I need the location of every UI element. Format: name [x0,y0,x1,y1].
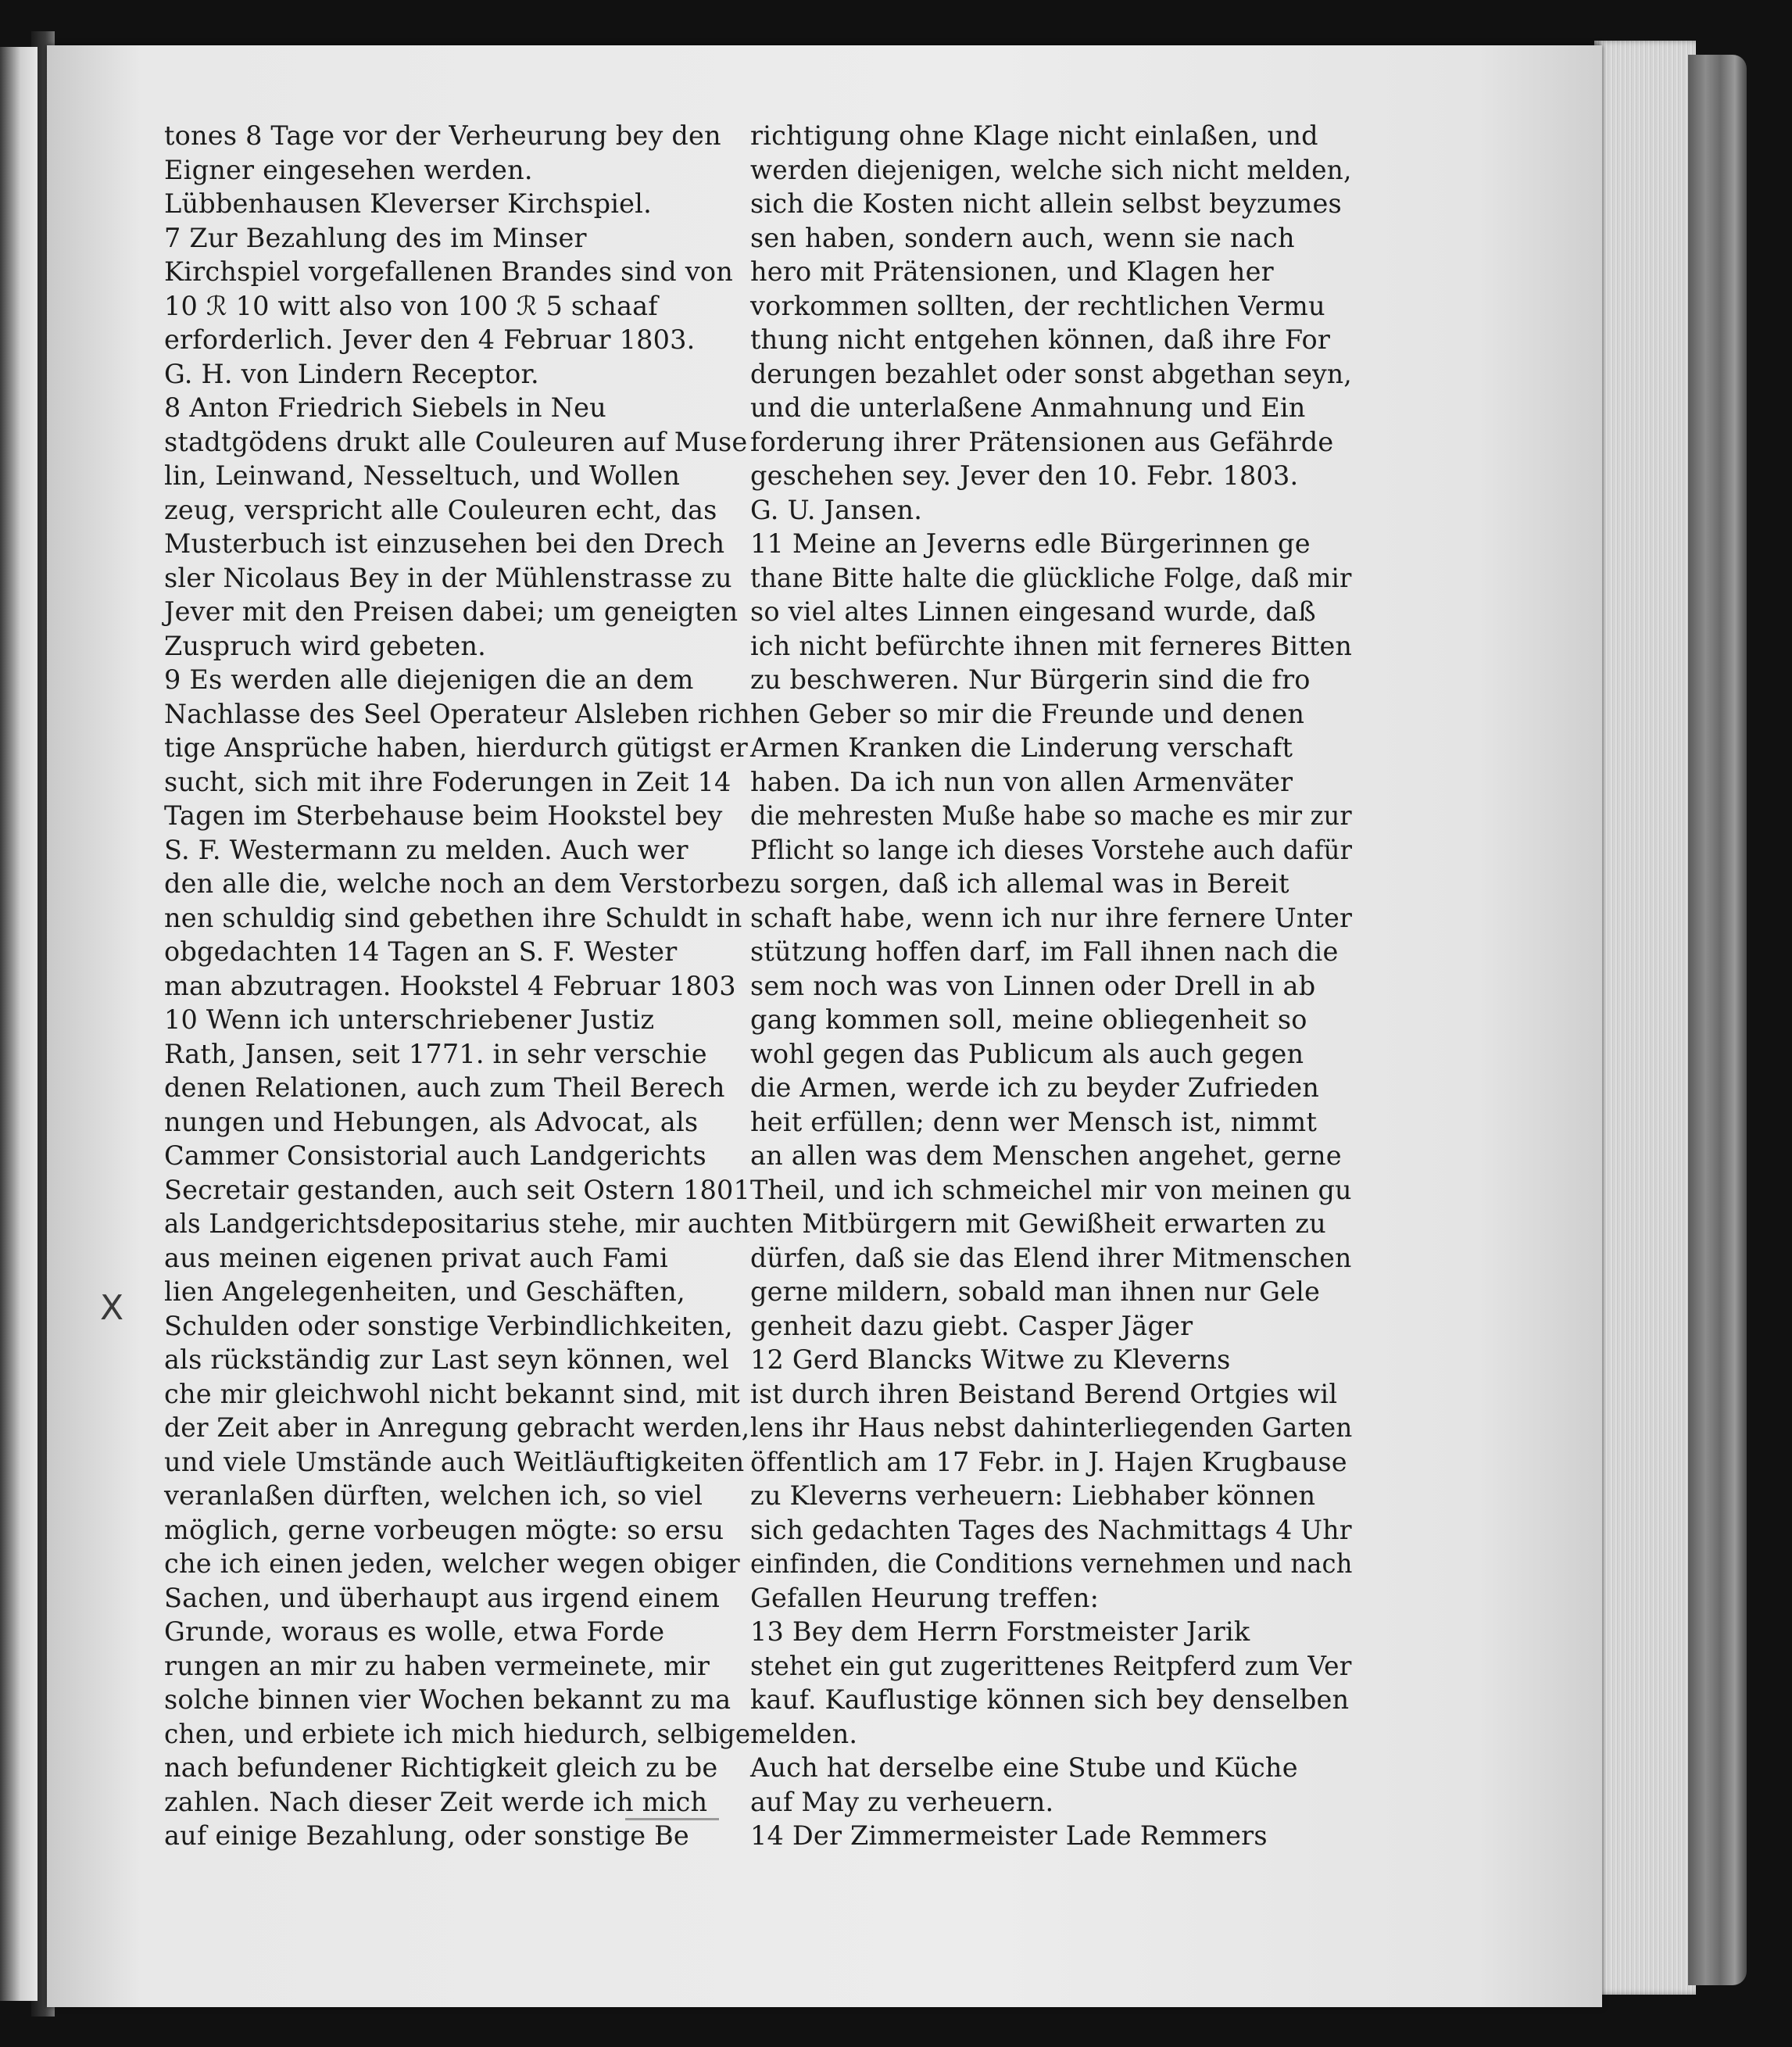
text-line: richtigung ohne Klage nicht einlaßen, und [750,120,1318,151]
text-line: forderung ihrer Prätensionen aus Gefährde [750,426,1334,457]
text-line: ich nicht befürchte ihnen mit ferneres Bitten [750,630,1353,661]
text-line: 10 Wenn ich unterschriebener Justiz [164,1004,655,1035]
text-line: che ich einen jeden, welcher wegen obiger [164,1548,740,1579]
text-line: Zuspruch wird gebeten. [164,630,487,661]
text-line: erforderlich. Jever den 4 Februar 1803. [164,324,696,355]
text-line: 13 Bey dem Herrn Forstmeister Jarik [750,1616,1250,1647]
text-line: hen Geber so mir die Freunde und denen [750,698,1305,729]
text-line: Schulden oder sonstige Verbindlichkeiten, [164,1310,733,1341]
text-line: 7 Zur Bezahlung des im Minser [164,222,587,253]
text-line: Lübbenhausen Kleverser Kirchspiel. [164,188,652,219]
text-line: zeug, verspricht alle Couleuren echt, das [164,494,717,525]
text-line: Tagen im Sterbehause beim Hookstel bey [164,800,723,831]
text-line: Rath, Jansen, seit 1771. in sehr verschie [164,1038,707,1069]
margin-handwritten-mark: X [100,1288,124,1328]
text-line: kauf. Kauflustige können sich bey denselben [750,1684,1350,1715]
text-line: Cammer Consistorial auch Landgerichts [164,1140,706,1171]
text-line: einfinden, die Conditions vernehmen und nach [750,1548,1353,1579]
left-text-column [164,119,750,1853]
text-line: sem noch was von Linnen oder Drell in ab [750,970,1316,1001]
text-line: 10 ℛ 10 witt also von 100 ℛ 5 schaaf [164,290,658,321]
text-line: lin, Leinwand, Nesseltuch, und Wollen [164,460,681,491]
text-line: auf einige Bezahlung, oder sonstige Be [164,1820,689,1851]
text-line: den alle die, welche noch an dem Verstorbe [164,868,750,899]
text-line: gang kommen soll, meine obliegenheit so [750,1004,1307,1035]
text-line: obgedachten 14 Tagen an S. F. Wester [164,936,678,967]
text-line: aus meinen eigenen privat auch Fami [164,1242,668,1273]
text-line: wohl gegen das Publicum als auch gegen [750,1038,1304,1069]
text-line: tones 8 Tage vor der Verheurung bey den [164,120,721,151]
text-line: lien Angelegenheiten, und Geschäften, [164,1276,685,1307]
bottom-rule [625,1818,719,1820]
text-line: che mir gleichwohl nicht bekannt sind, mit [164,1378,740,1409]
text-line: genheit dazu giebt. Casper Jäger [750,1310,1193,1341]
text-line: Auch hat derselbe eine Stube und Küche [750,1752,1298,1783]
page-stack-edges [1594,41,1696,1995]
text-line: Eigner eingesehen werden. [164,154,533,185]
text-line: heit erfüllen; denn wer Mensch ist, nimmt [750,1106,1318,1137]
right-text-column [750,119,1352,1853]
text-line: nach befundener Richtigkeit gleich zu be [164,1752,718,1783]
text-line: Kirchspiel vorgefallenen Brandes sind von [164,256,733,287]
text-line: Jever mit den Preisen dabei; um geneigten [164,596,739,627]
text-line: werden diejenigen, welche sich nicht melden, [750,154,1352,185]
text-line: Musterbuch ist einzusehen bei den Drech [164,528,725,559]
text-line: 8 Anton Friedrich Siebels in Neu [164,392,606,423]
text-line: vorkommen sollten, der rechtlichen Vermu [750,290,1325,321]
text-line: schaft habe, wenn ich nur ihre fernere Unter [750,902,1353,933]
text-line: ten Mitbürgern mit Gewißheit erwarten zu [750,1208,1326,1239]
text-line: thane Bitte halte die glückliche Folge, daß mir [750,562,1352,593]
text-line: sich die Kosten nicht allein selbst beyzumes [750,188,1342,219]
text-line: stützung hoffen darf, im Fall ihnen nach die [750,936,1339,967]
text-line: hero mit Prätensionen, und Klagen her [750,256,1274,287]
text-line: thung nicht entgehen können, daß ihre For [750,324,1331,355]
text-line: chen, und erbiete ich mich hiedurch, selbige [164,1718,751,1749]
text-line: auf May zu verheuern. [750,1786,1054,1817]
text-line: geschehen sey. Jever den 10. Febr. 1803. [750,460,1299,491]
text-line: Sachen, und überhaupt aus irgend einem [164,1582,721,1613]
text-line: Nachlasse des Seel Operateur Alsleben rich [164,698,751,729]
text-line: sich gedachten Tages des Nachmittags 4 Uhr [750,1514,1352,1545]
text-line: lens ihr Haus nebst dahinterliegenden Garten [750,1412,1353,1443]
text-line: Gefallen Heurung treffen: [750,1582,1100,1613]
text-line: 11 Meine an Jeverns edle Bürgerinnen ge [750,528,1311,559]
text-line: Secretair gestanden, auch seit Ostern 1801 [164,1174,751,1205]
text-line: G. U. Jansen. [750,494,923,525]
text-line: gerne mildern, sobald man ihnen nur Gele [750,1276,1321,1307]
text-line: tige Ansprüche haben, hierdurch gütigst er [164,732,748,763]
text-line: und viele Umstände auch Weitläuftigkeiten [164,1446,745,1477]
text-line: denen Relationen, auch zum Theil Berech [164,1072,725,1103]
text-line: veranlaßen dürften, welchen ich, so viel [164,1480,703,1511]
text-line: und die unterlaßene Anmahnung und Ein [750,392,1306,423]
text-line: zu beschweren. Nur Bürgerin sind die fro [750,664,1311,695]
book-cover-edge [1688,55,1747,1985]
text-line: man abzutragen. Hookstel 4 Februar 1803 [164,970,736,1001]
text-line: nen schuldig sind gebethen ihre Schuldt in [164,902,742,933]
text-line: sucht, sich mit ihre Foderungen in Zeit 14 [164,766,731,797]
text-line: so viel altes Linnen eingesand wurde, daß [750,596,1316,627]
text-line: der Zeit aber in Anregung gebracht werden, [164,1412,750,1443]
text-line: 12 Gerd Blancks Witwe zu Kleverns [750,1344,1231,1375]
text-line: solche binnen vier Wochen bekannt zu ma [164,1684,731,1715]
text-line: stadtgödens drukt alle Couleuren auf Muse [164,426,748,457]
text-line: Theil, und ich schmeichel mir von meinen gu [750,1174,1352,1205]
text-line: sen haben, sondern auch, wenn sie nach [750,222,1295,253]
text-line: G. H. von Lindern Receptor. [164,358,539,389]
text-line: die Armen, werde ich zu beyder Zufrieden [750,1072,1320,1103]
text-line: sler Nicolaus Bey in der Mühlenstrasse zu [164,562,732,593]
left-page-edge [0,47,38,2001]
text-line: rungen an mir zu haben vermeinete, mir [164,1650,710,1681]
text-line: Pflicht so lange ich dieses Vorstehe auch dafür [750,834,1353,865]
text-line: zu sorgen, daß ich allemal was in Bereit [750,868,1289,899]
text-line: Armen Kranken die Linderung verschaft [750,732,1293,763]
text-line: dürfen, daß sie das Elend ihrer Mitmenschen [750,1242,1352,1273]
text-line: als Landgerichtsdepositarius stehe, mir auch [164,1208,750,1239]
text-line: derungen bezahlet oder sonst abgethan seyn, [750,358,1352,389]
text-line: an allen was dem Menschen angehet, gerne [750,1140,1342,1171]
text-line: 14 Der Zimmermeister Lade Remmers [750,1820,1268,1851]
text-line: stehet ein gut zugerittenes Reitpferd zum Ver [750,1650,1352,1681]
text-line: 9 Es werden alle diejenigen die an dem [164,664,694,695]
text-line: S. F. Westermann zu melden. Auch wer [164,834,689,865]
text-line: als rückständig zur Last seyn können, wel [164,1344,729,1375]
text-line: Grunde, woraus es wolle, etwa Forde [164,1616,665,1647]
text-line: öffentlich am 17 Febr. in J. Hajen Krugbause [750,1446,1347,1477]
text-line: haben. Da ich nun von allen Armenväter [750,766,1293,797]
text-line: zahlen. Nach dieser Zeit werde ich mich [164,1786,708,1817]
text-line: ist durch ihren Beistand Berend Ortgies wil [750,1378,1338,1409]
text-line: zu Kleverns verheuern: Liebhaber können [750,1480,1316,1511]
text-line: die mehresten Muße habe so mache es mir zur [750,800,1352,831]
text-line: möglich, gerne vorbeugen mögte: so ersu [164,1514,724,1545]
text-line: melden. [750,1718,858,1749]
text-line: nungen und Hebungen, als Advocat, als [164,1106,699,1137]
